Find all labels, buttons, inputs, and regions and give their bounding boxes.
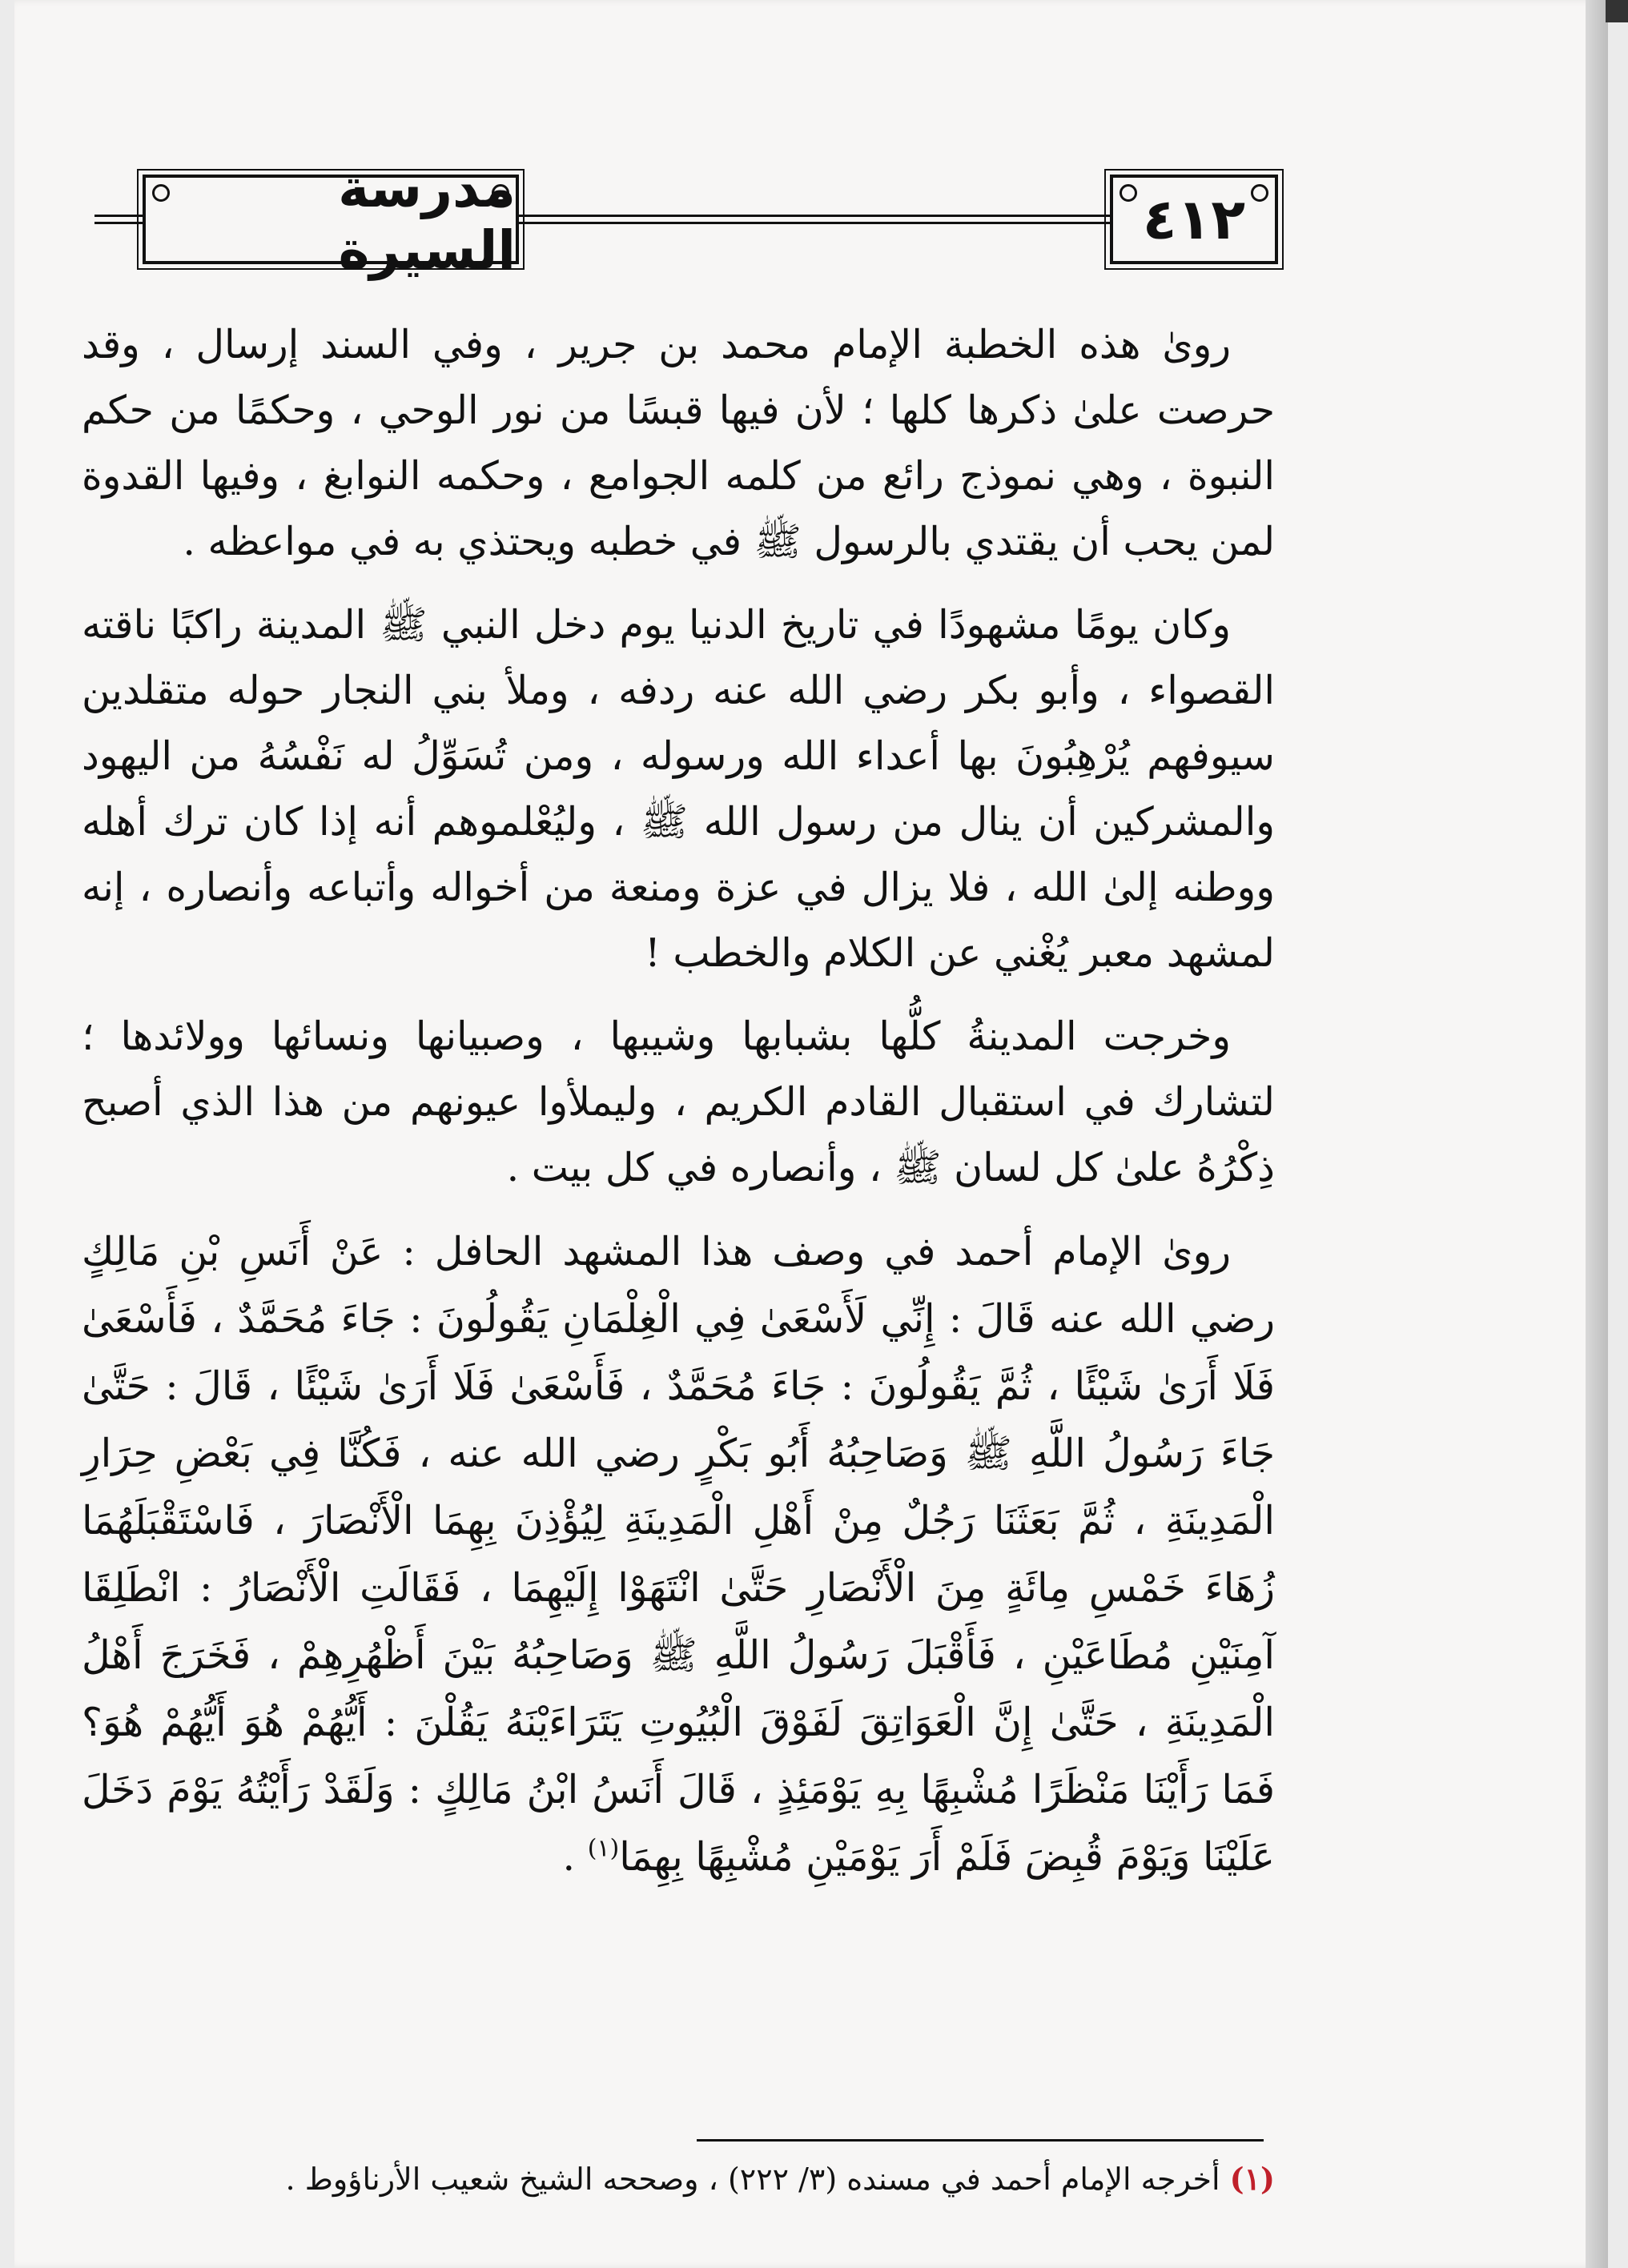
main-text — [82, 312, 1275, 1909]
hadith-text: روىٰ الإمام أحمد في وصف هذا المشهد الحافل : عَنْ أَنَسِ بْنِ مَالِكٍ رضي الله عنه قَالَ : إِنِّي لَأَسْعَىٰ فِي الْغِلْمَانِ يَقُولُونَ : جَاءَ مُحَمَّدٌ ، فَأَسْعَىٰ فَلَا أَرَىٰ شَيْئًا ، ثُمَّ يَقُولُونَ : جَاءَ مُحَمَّدٌ ، فَأَسْعَىٰ فَلَا أَرَىٰ شَيْئًا ، قَالَ : حَتَّىٰ جَاءَ رَسُولُ اللَّهِ ﷺ وَصَاحِبُهُ أَبُو بَكْرٍ رضي الله عنه ، فَكُنَّا فِي بَعْضِ حِرَارِ الْمَدِينَةِ ، ثُمَّ بَعَثَنَا رَجُلٌ مِنْ أَهْلِ الْمَدِينَةِ لِيُؤْذِنَ بِهِمَا الْأَنْصَارَ ، فَاسْتَقْبَلَهُمَا زُهَاءَ خَمْسِ مِائَةٍ مِنَ الْأَنْصَارِ حَتَّىٰ انْتَهَوْا إِلَيْهِمَا ، فَقَالَتِ الْأَنْصَارُ : انْطَلِقَا آمِنَيْنِ مُطَاعَيْنِ ، فَأَقْبَلَ رَسُولُ اللَّهِ ﷺ وَصَاحِبُهُ بَيْنَ أَظْهُرِهِمْ ، فَخَرَجَ أَهْلُ الْمَدِينَةِ ، حَتَّىٰ إِنَّ الْعَوَاتِقَ لَفَوْقَ الْبُيُوتِ يَتَرَاءَيْنَهُ يَقُلْنَ : أَيُّهُمْ هُوَ أَيُّهُمْ هُوَ؟ فَمَا رَأَيْنَا مَنْظَرًا مُشْبِهًا بِهِ يَوْمَئِذٍ ، قَالَ أَنَسُ ابْنُ مَالِكٍ : وَلَقَدْ رَأَيْتُهُ يَوْمَ دَخَلَ عَلَيْنَا وَيَوْمَ قُبِضَ فَلَمْ أَرَ يَوْمَيْنِ مُشْبِهًا بِهِمَا — [82, 1229, 1275, 1880]
footnote-marker: (١) — [1229, 2161, 1275, 2197]
footnote-reference[interactable]: (١) — [587, 1834, 620, 1863]
page-edge — [1586, 0, 1608, 2268]
paragraph — [82, 1004, 1275, 1201]
footnote-separator — [697, 2139, 1264, 2142]
scan-corner-mark — [1606, 0, 1628, 22]
paragraph-text: وخرجت المدينةُ كلُّها بشبابها وشيبها ، وصبيانها ونسائها وولائدها ؛ لتشارك في استقبال القادم الكريم ، وليملأوا عيونهم من هذا الذي أصبح ذِكْرُهُ علىٰ كل لسان ﷺ ، وأنصاره في كل بيت . — [82, 1014, 1275, 1190]
book-title-frame — [143, 158, 519, 281]
footnote-text: أخرجه الإمام أحمد في مسنده (٣/ ٢٢٢) ، وصححه الشيخ شعيب الأرناؤوط . — [285, 2162, 1220, 2197]
paragraph — [82, 592, 1275, 986]
page-header — [94, 158, 1278, 281]
book-title: مدرسة السيرة — [338, 158, 516, 281]
hadith-end: . — [562, 1834, 588, 1880]
paragraph-text: وكان يومًا مشهودًا في تاريخ الدنيا يوم دخل النبي ﷺ المدينة راكبًا ناقته القصواء ، وأبو بكر رضي الله عنه ردفه ، وملأ بني النجار حوله متقلدين سيوفهم يُرْهِبُونَ بها أعداء الله ورسوله ، ومن تُسَوِّلُ له نَفْسُهُ من اليهود والمشركين أن ينال من رسول الله ﷺ ، وليُعْلموهم أنه إذا كان ترك أهله ووطنه إلىٰ الله ، فلا يزال في عزة ومنعة من أخواله وأتباعه وأنصاره ، إنه لمشهد معبر يُغْني عن الكلام والخطب ! — [82, 602, 1275, 976]
paragraph-text: روىٰ هذه الخطبة الإمام محمد بن جرير ، وفي السند إرسال ، وقد حرصت علىٰ ذكرها كلها ؛ لأن فيها قبسًا من نور الوحي ، وحكمًا من حكم النبوة ، وهي نموذج رائع من كلمه الجوامع ، وحكمه النوابغ ، وفيها القدوة لمن يحب أن يقتدي بالرسول ﷺ في خطبه ويحتذي به في مواعظه . — [82, 322, 1275, 564]
page-number-frame — [1110, 175, 1278, 264]
page-number: ٤١٢ — [1142, 187, 1246, 252]
paragraph — [82, 312, 1275, 575]
hadith-paragraph — [82, 1218, 1275, 1891]
footnote — [82, 2155, 1275, 2203]
